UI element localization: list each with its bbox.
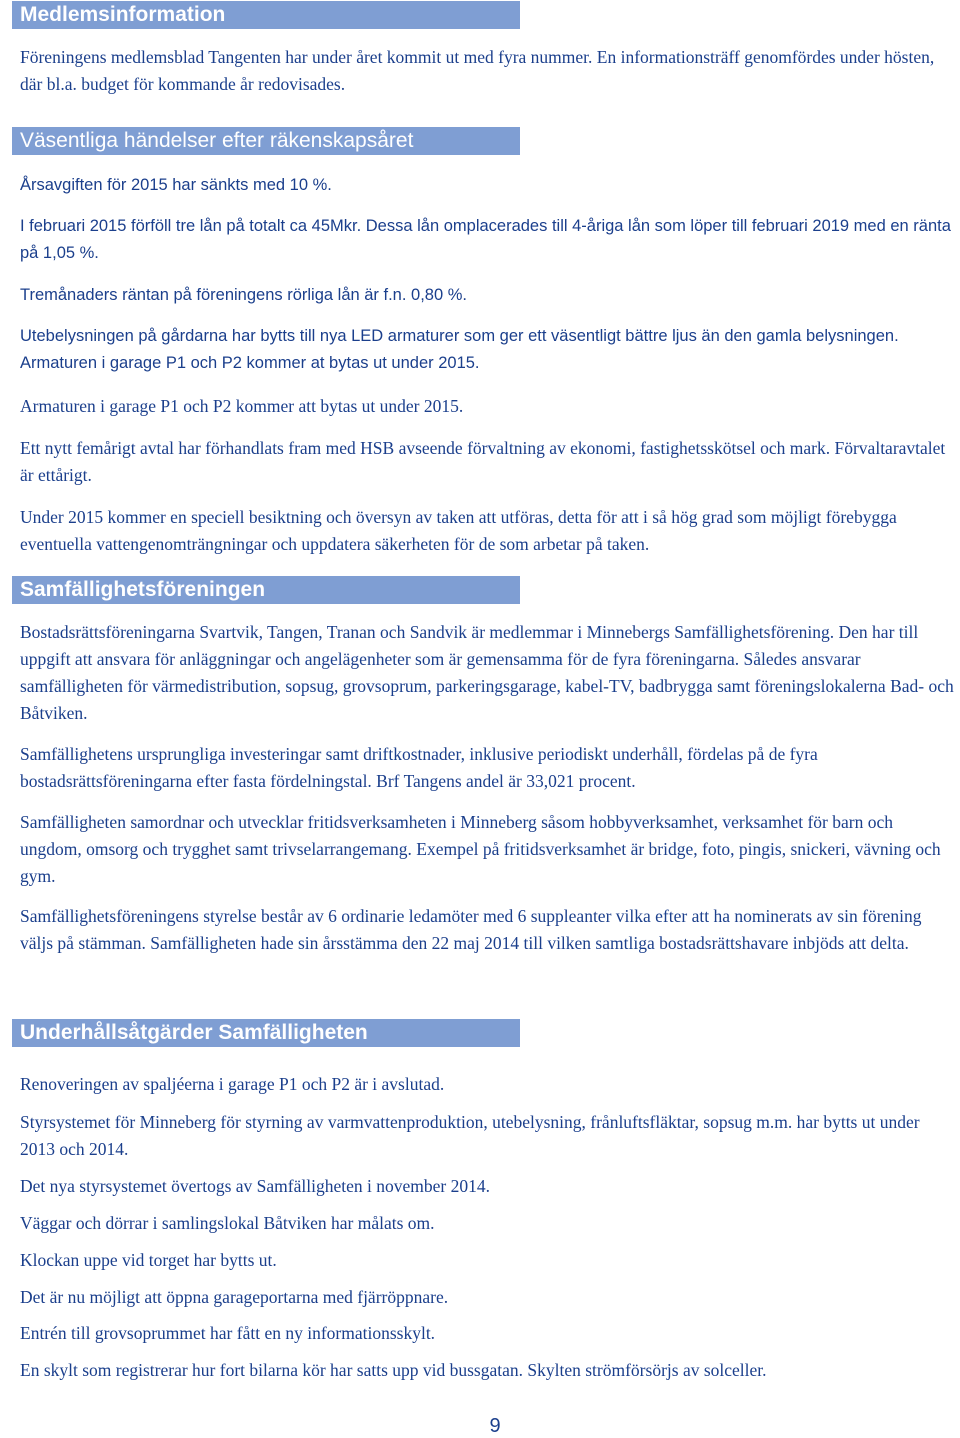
paragraph: Det nya styrsystemet övertogs av Samfälligheten i november 2014. — [20, 1176, 490, 1196]
section-heading-samfallighetsforeningen: Samfällighetsföreningen — [12, 576, 520, 604]
paragraph: Det är nu möjligt att öppna garageportarna med fjärröppnare. — [20, 1287, 449, 1307]
paragraph: Samfällighetens ursprungliga investeringar samt driftkostnader, inklusive periodiskt underhåll, fördelas på de fyra bostadsrättsföreningarna efter fasta fördelningstal. Brf Tangens andel är 33,021 procent. — [20, 744, 818, 791]
section-heading-underhallsatgarder: Underhållsåtgärder Samfälligheten — [12, 1019, 520, 1047]
paragraph: Renoveringen av spaljéerna i garage P1 och P2 är i avslutad. — [20, 1074, 445, 1094]
paragraph: Armaturen i garage P1 och P2 kommer att bytas ut under 2015. — [20, 396, 464, 416]
paragraph: Klockan uppe vid torget har bytts ut. — [20, 1250, 277, 1270]
section-heading-medlemsinformation: Medlemsinformation — [12, 1, 520, 29]
paragraph: Styrsystemet för Minneberg för styrning av varmvattenproduktion, utebelysning, frånluftsfläktar, sopsug m.m. har bytts ut under 2013 och 2014. — [20, 1112, 920, 1159]
paragraph: Föreningens medlemsblad Tangenten har under året kommit ut med fyra nummer. En informationsträff genomfördes under hösten, där bl.a. budget för kommande år redovisades. — [20, 47, 935, 94]
paragraph: Utebelysningen på gårdarna har bytts till nya LED armaturer som ger ett väsentligt bättre ljus än den gamla belysningen. Armaturen i garage P1 och P2 kommer at bytas ut under 2015. — [20, 327, 899, 372]
paragraph: En skylt som registrerar hur fort bilarna kör har satts upp vid bussgatan. Skylten strömförsörjs av solceller. — [20, 1360, 767, 1380]
paragraph: Bostadsrättsföreningarna Svartvik, Tangen, Tranan och Sandvik är medlemmar i Minnebergs Samfällighetsförening. Den har till uppgift att ansvara för anläggningar och angelägenheter som är gemensamma för de fyra föreningarna. Således ansvarar samfälligheten för värmedistribution, sopsug, grovsoprum, parkeringsgarage, kabel-TV, badbrygga samt föreningslokalerna Bad- och Båtviken. — [20, 622, 954, 723]
paragraph: Årsavgiften för 2015 har sänkts med 10 %. — [20, 176, 332, 194]
paragraph: Samfälligheten samordnar och utvecklar fritidsverksamheten i Minneberg såsom hobbyverksamhet, verksamhet för barn och ungdom, omsorg och trygghet samt trivselarrangemang. Exempel på fritidsverksamhet är bridge, foto, pingis, snickeri, vävning och gym. — [20, 812, 941, 886]
paragraph: Tremånaders räntan på föreningens rörliga lån är f.n. 0,80 %. — [20, 286, 467, 304]
paragraph: Entrén till grovsoprummet har fått en ny informationsskylt. — [20, 1323, 436, 1343]
section-heading-vasentliga-handelser: Väsentliga händelser efter räkenskapsåret — [12, 127, 520, 155]
paragraph: Under 2015 kommer en speciell besiktning och översyn av taken att utföras, detta för att i så hög grad som möjligt förebygga eventuella vattengenomträngningar och uppdatera säkerheten för de som arbetar på taken. — [20, 507, 897, 554]
paragraph: Samfällighetsföreningens styrelse består av 6 ordinarie ledamöter med 6 suppleanter vilka efter att ha nominerats av sin förening väljs på stämman. Samfälligheten hade sin årsstämma den 22 maj 2014 till vilken samtliga bostadsrättshavare inbjöds att delta. — [20, 906, 922, 953]
paragraph: Ett nytt femårigt avtal har förhandlats fram med HSB avseende förvaltning av ekonomi, fastighetsskötsel och mark. Förvaltaravtalet är ettårigt. — [20, 438, 946, 485]
paragraph: Väggar och dörrar i samlingslokal Båtviken har målats om. — [20, 1213, 435, 1233]
page-number: 9 — [489, 1415, 501, 1437]
paragraph: I februari 2015 förföll tre lån på totalt ca 45Mkr. Dessa lån omplacerades till 4-åriga lån som löper till februari 2019 med en ränta på 1,05 %. — [20, 217, 951, 262]
